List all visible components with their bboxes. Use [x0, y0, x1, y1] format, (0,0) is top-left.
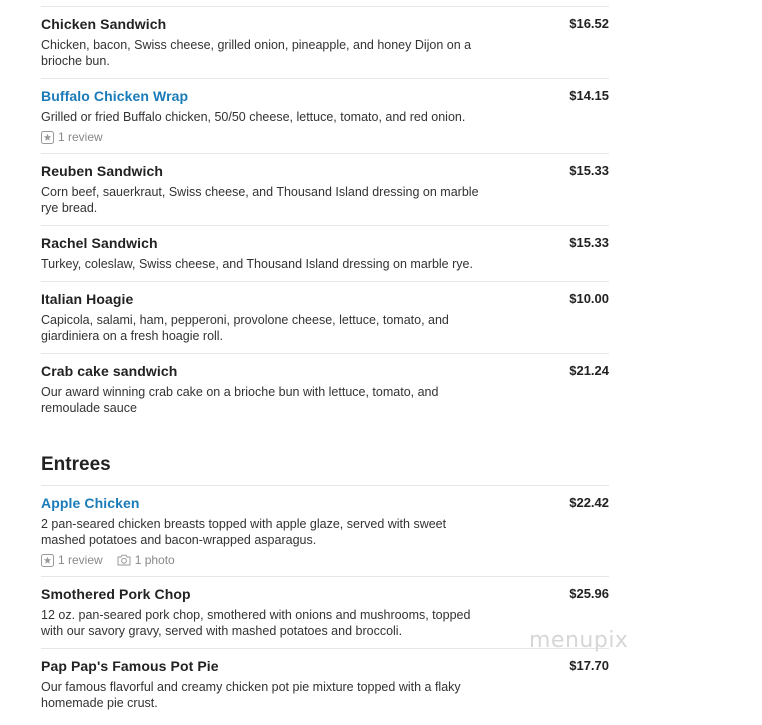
item-name: Reuben Sandwich: [41, 163, 164, 179]
review-star-icon: [41, 131, 54, 144]
camera-icon: [117, 554, 131, 566]
item-name: Rachel Sandwich: [41, 235, 158, 251]
item-description: Chicken, bacon, Swiss cheese, grilled onion, pineapple, and honey Dijon on a brioche bun.: [41, 38, 472, 68]
item-description: Our famous flavorful and creamy chicken pot pie mixture topped with a flaky homemade pie crust.: [41, 680, 461, 710]
item-price: $21.24: [569, 363, 609, 378]
item-description: 2 pan-seared chicken breasts topped with apple glaze, served with sweet mashed potatoes and bacon-wrapped asparagus.: [41, 517, 447, 547]
item-meta: [41, 553, 609, 567]
menu-item-apple-chicken: [41, 485, 609, 576]
menupix-watermark: menupix: [529, 628, 629, 653]
item-name: Crab cake sandwich: [41, 363, 178, 379]
item-price: $22.42: [569, 495, 609, 510]
item-name-link[interactable]: Apple Chicken: [41, 495, 140, 511]
item-price: $14.15: [569, 88, 609, 103]
menu-item-smothered-pork-chop: [41, 576, 609, 648]
item-name: Pap Pap's Famous Pot Pie: [41, 658, 219, 674]
item-description: Turkey, coleslaw, Swiss cheese, and Thousand Island dressing on marble rye.: [41, 257, 473, 271]
menu-item-italian-hoagie: [41, 281, 609, 353]
item-price: $15.33: [569, 163, 609, 178]
item-name: Smothered Pork Chop: [41, 586, 191, 602]
item-name: Italian Hoagie: [41, 291, 134, 307]
review-link[interactable]: [41, 130, 103, 144]
photo-count: 1 photo: [134, 553, 175, 567]
item-price: $17.70: [569, 658, 609, 673]
section-title-entrees: Entrees: [41, 454, 111, 475]
photo-link[interactable]: [117, 553, 175, 567]
menu-item-pap-paps-pot-pie: [41, 648, 609, 720]
menu-item-chicken-sandwich: [41, 6, 609, 78]
item-price: $10.00: [569, 291, 609, 306]
item-meta: [41, 130, 609, 144]
review-count: 1 review: [58, 130, 103, 144]
review-link[interactable]: [41, 553, 103, 567]
menu-list: [41, 0, 609, 720]
item-price: $16.52: [569, 16, 609, 31]
menu-item-buffalo-chicken-wrap: [41, 78, 609, 153]
item-description: Grilled or fried Buffalo chicken, 50/50 cheese, lettuce, tomato, and red onion.: [41, 110, 466, 124]
item-name-link[interactable]: Buffalo Chicken Wrap: [41, 88, 189, 104]
review-star-icon: [41, 554, 54, 567]
item-description: Capicola, salami, ham, pepperoni, provolone cheese, lettuce, tomato, and giardiniera on a fresh hoagie roll.: [41, 313, 449, 343]
item-description: 12 oz. pan-seared pork chop, smothered with onions and mushrooms, topped with our savory gravy, served with mashed potatoes and broccoli.: [41, 608, 471, 638]
item-price: $15.33: [569, 235, 609, 250]
menu-item-rachel-sandwich: [41, 225, 609, 281]
item-price: $25.96: [569, 586, 609, 601]
item-name: Chicken Sandwich: [41, 16, 167, 32]
menu-item-reuben-sandwich: [41, 153, 609, 225]
item-description: Our award winning crab cake on a brioche bun with lettuce, tomato, and remoulade sauce: [41, 385, 439, 415]
item-description: Corn beef, sauerkraut, Swiss cheese, and Thousand Island dressing on marble rye bread.: [41, 185, 479, 215]
menu-item-crab-cake-sandwich: [41, 353, 609, 425]
review-count: 1 review: [58, 553, 103, 567]
